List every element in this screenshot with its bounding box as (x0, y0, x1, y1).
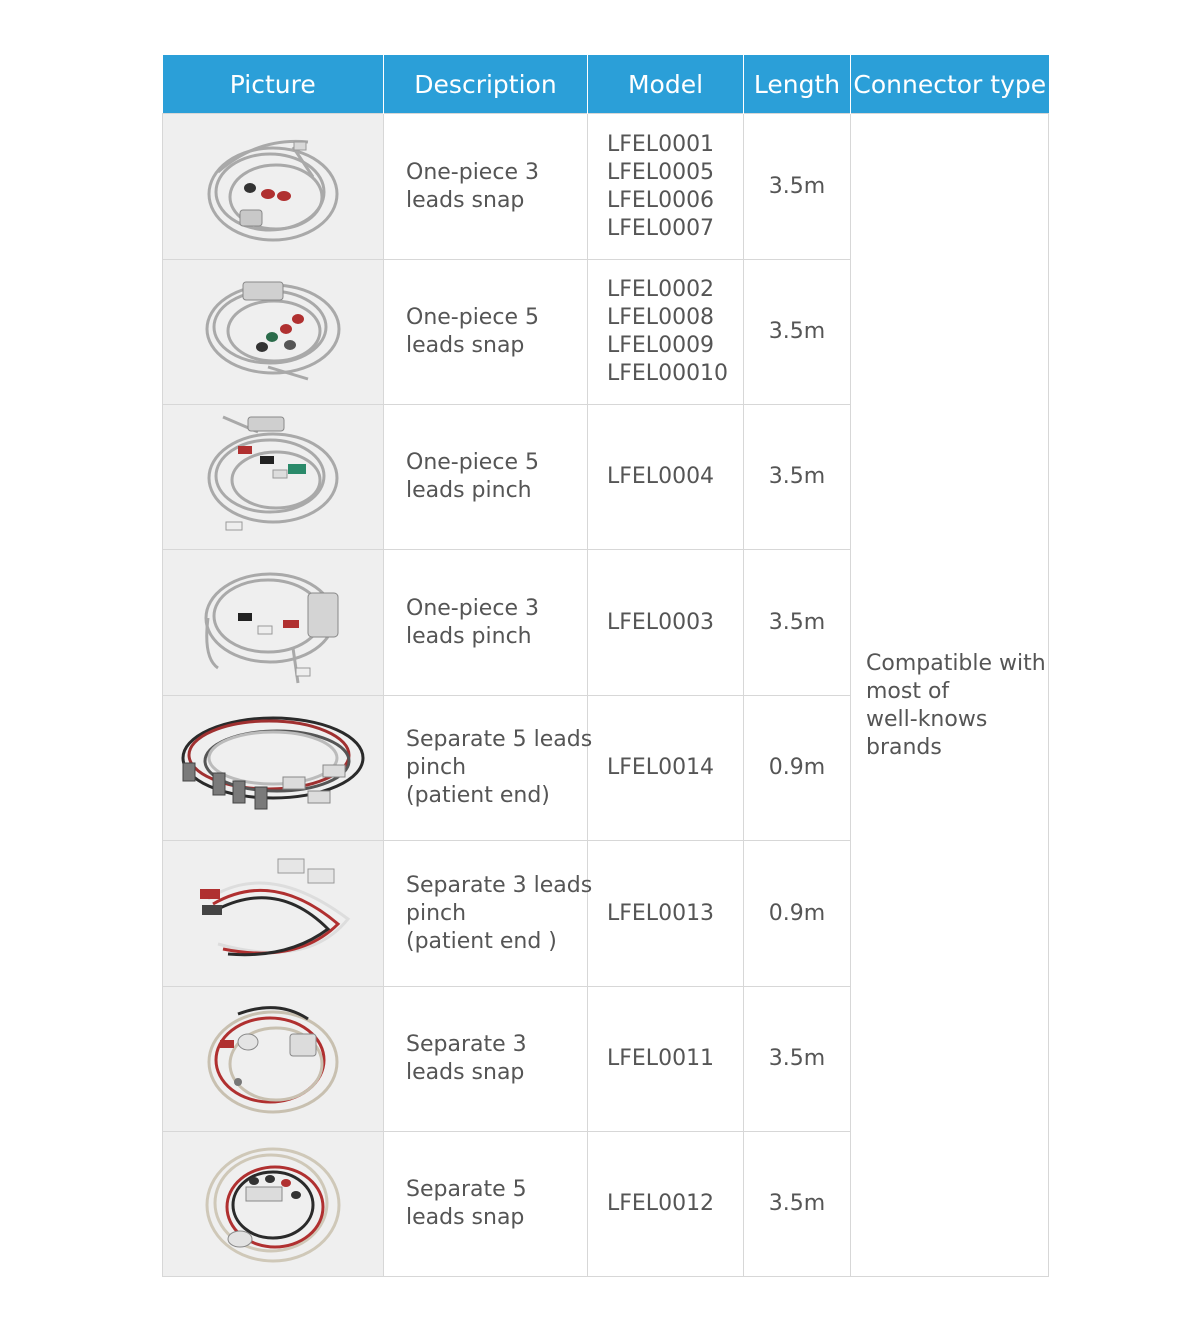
coiled-separate-5-snap-image (198, 1137, 348, 1272)
table-row (163, 114, 1049, 260)
model-cell: LFEL0001 LFEL0005 LFEL0006 LFEL0007 (588, 114, 744, 260)
product-picture-cell (163, 841, 384, 987)
length-cell: 3.5m (744, 260, 851, 405)
description-cell: Separate 5 leads snap (384, 1132, 588, 1277)
coiled-separate-3-snap-image (198, 994, 348, 1124)
gray-coiled-cable-3-snap-image (198, 122, 348, 252)
gray-coiled-cable-5-pinch-image (198, 412, 348, 542)
header-model: Model (588, 55, 744, 114)
product-picture-cell (163, 1132, 384, 1277)
model-cell: LFEL0012 (588, 1132, 744, 1277)
length-cell: 3.5m (744, 550, 851, 696)
header-picture: Picture (163, 55, 384, 114)
length-cell: 3.5m (744, 114, 851, 260)
product-picture-cell (163, 696, 384, 841)
light-separate-3-pinch-image (188, 849, 358, 979)
description-cell: One-piece 5 leads snap (384, 260, 588, 405)
length-cell: 3.5m (744, 405, 851, 550)
product-picture-cell (163, 405, 384, 550)
model-cell: LFEL0003 (588, 550, 744, 696)
model-cell: LFEL0014 (588, 696, 744, 841)
length-cell: 3.5m (744, 987, 851, 1132)
model-cell: LFEL0011 (588, 987, 744, 1132)
gray-coiled-cable-3-pinch-image (198, 558, 348, 688)
gray-coiled-cable-5-snap-image (198, 267, 348, 397)
ecg-cable-spec-table (162, 55, 1049, 1277)
product-picture-cell (163, 114, 384, 260)
dark-separate-5-pinch-image (173, 703, 373, 833)
length-cell: 0.9m (744, 696, 851, 841)
description-cell: One-piece 3 leads pinch (384, 550, 588, 696)
length-cell: 0.9m (744, 841, 851, 987)
model-cell: LFEL0002 LFEL0008 LFEL0009 LFEL00010 (588, 260, 744, 405)
header-description: Description (384, 55, 588, 114)
connector-type-cell: Compatible with most of well-knows brands (851, 114, 1049, 1277)
description-cell: Separate 3 leads pinch (patient end ) (384, 841, 588, 987)
description-cell: One-piece 5 leads pinch (384, 405, 588, 550)
header-row (163, 55, 1049, 114)
product-picture-cell (163, 550, 384, 696)
length-cell: 3.5m (744, 1132, 851, 1277)
header-connector-type: Connector type (851, 55, 1049, 114)
header-length: Length (744, 55, 851, 114)
model-cell: LFEL0013 (588, 841, 744, 987)
model-cell: LFEL0004 (588, 405, 744, 550)
description-cell: Separate 5 leads pinch (patient end) (384, 696, 588, 841)
description-cell: One-piece 3 leads snap (384, 114, 588, 260)
product-picture-cell (163, 987, 384, 1132)
description-cell: Separate 3 leads snap (384, 987, 588, 1132)
product-picture-cell (163, 260, 384, 405)
